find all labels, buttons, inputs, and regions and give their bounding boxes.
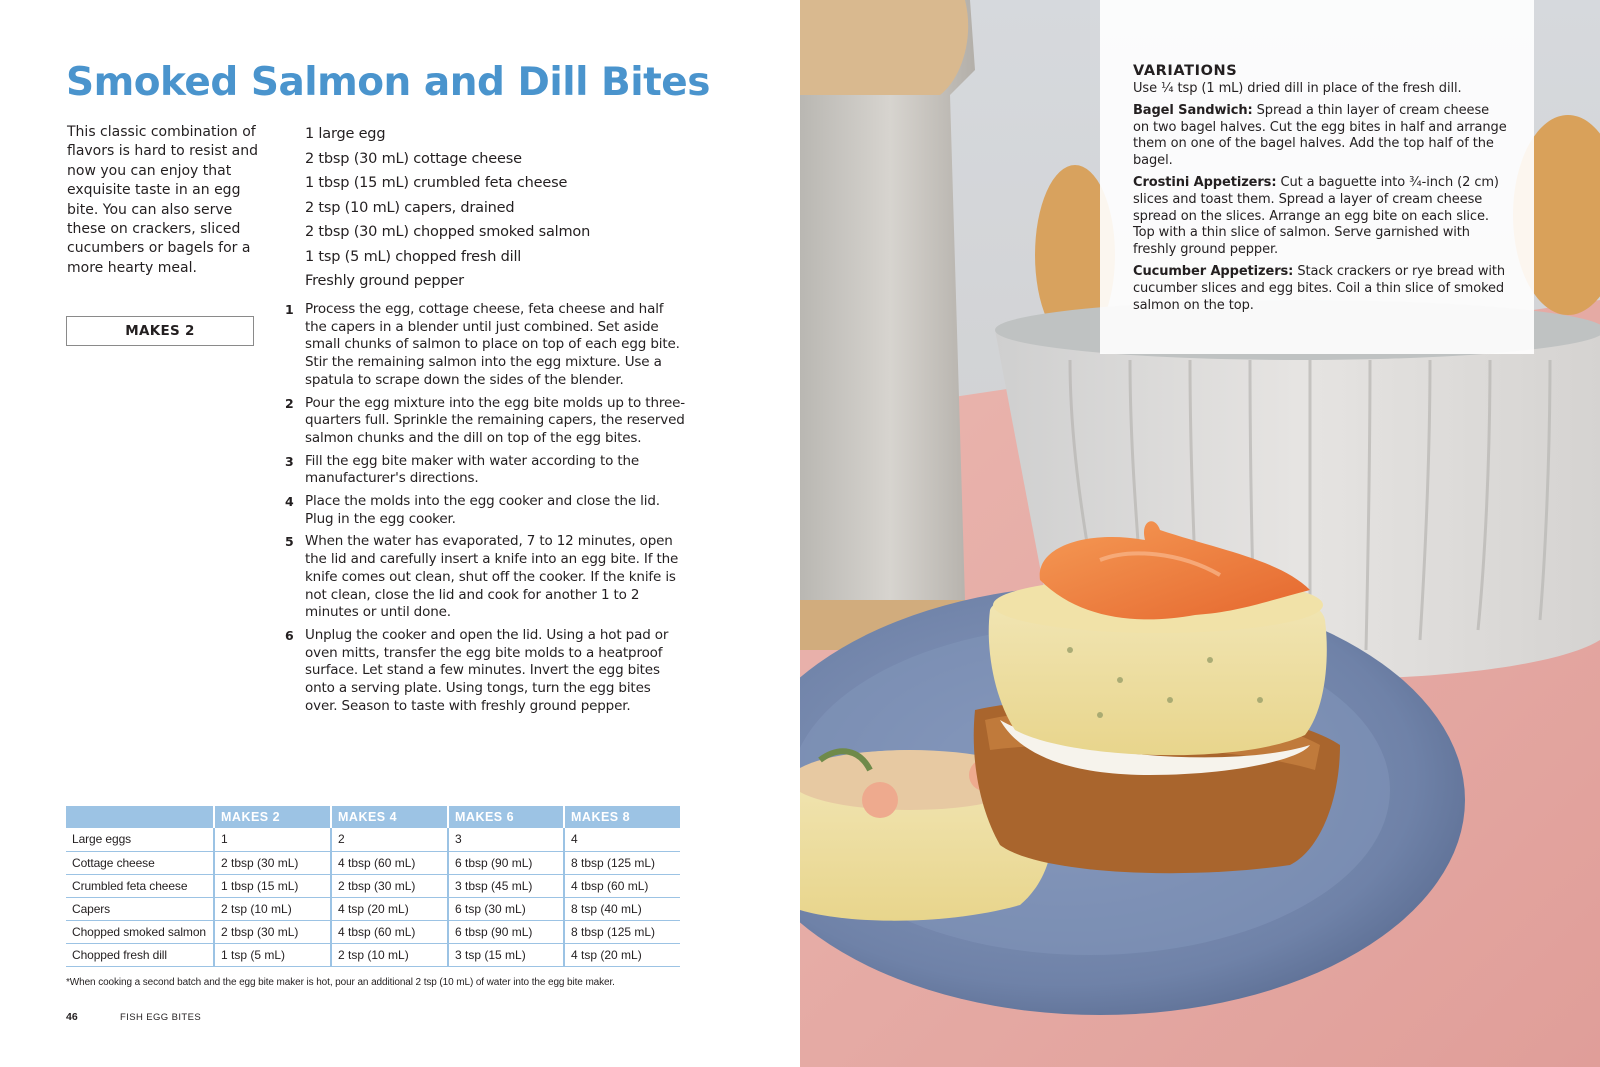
- variations-heading: VARIATIONS: [1133, 63, 1238, 79]
- table-cell: Large eggs: [66, 828, 214, 851]
- table-cell: Chopped fresh dill: [66, 943, 214, 966]
- page-number: 46: [66, 1011, 78, 1023]
- table-cell: 6 tsp (30 mL): [448, 897, 564, 920]
- step-text: When the water has evaporated, 7 to 12 minutes, open the lid and carefully insert a knife into an egg bite. If the knife comes out clean, shut off the cooker. If the knife is not clean, close the lid and cook for another 1 to 2 minutes or until done.: [305, 533, 679, 621]
- step-text: Pour the egg mixture into the egg bite molds up to three-quarters full. Sprinkle the remaining capers, the reserved salmon chunks and the dill on top of the egg bites.: [305, 394, 685, 446]
- table-cell: Cottage cheese: [66, 851, 214, 874]
- ingredient-item: Freshly ground pepper: [305, 273, 464, 289]
- table-header-cell: MAKES 8: [564, 806, 680, 828]
- variation-item: [1133, 264, 1508, 314]
- method-step: [285, 395, 685, 448]
- table-cell: 2 tbsp (30 mL): [214, 851, 331, 874]
- table-cell: 4 tsp (20 mL): [331, 897, 448, 920]
- variation-item: [1133, 175, 1508, 259]
- ingredient-item: 2 tbsp (30 mL) cottage cheese: [305, 150, 522, 167]
- table-cell: 3 tsp (15 mL): [448, 943, 564, 966]
- ingredient-item: 1 large egg: [305, 126, 386, 142]
- table-header-row: [66, 806, 680, 828]
- table-cell: 3 tbsp (45 mL): [448, 874, 564, 897]
- ingredient-list: [305, 122, 590, 294]
- table-cell: 1: [214, 828, 331, 851]
- step-number: 1: [285, 302, 294, 317]
- table-row: [66, 851, 680, 874]
- variation-title: Cucumber Appetizers:: [1133, 263, 1294, 279]
- table-cell: 2 tbsp (30 mL): [214, 920, 331, 943]
- table-header-cell: MAKES 4: [331, 806, 448, 828]
- ingredient-item: 2 tsp (10 mL) capers, drained: [305, 199, 515, 216]
- variation-text: Spread a thin layer of cream cheese on two bagel halves. Cut the egg bites in half and arrange them on one of the bagel halves. Add the top half of the bagel.: [1133, 102, 1507, 169]
- table-cell: 6 tbsp (90 mL): [448, 920, 564, 943]
- table-cell: Chopped smoked salmon: [66, 920, 214, 943]
- table-cell: 4 tbsp (60 mL): [564, 874, 680, 897]
- table-row: [66, 874, 680, 897]
- table-cell: 8 tbsp (125 mL): [564, 851, 680, 874]
- table-cell: Crumbled feta cheese: [66, 874, 214, 897]
- table-cell: 2: [331, 828, 448, 851]
- step-text: Place the molds into the egg cooker and close the lid. Plug in the egg cooker.: [305, 493, 660, 527]
- method-step: [285, 301, 685, 390]
- table-cell: 8 tbsp (125 mL): [564, 920, 680, 943]
- table-header-cell: MAKES 2: [214, 806, 331, 828]
- step-number: 4: [285, 494, 294, 510]
- table-cell: 4: [564, 828, 680, 851]
- step-text: Fill the egg bite maker with water according to the manufacturer's directions.: [305, 452, 640, 487]
- table-cell: 8 tsp (40 mL): [564, 897, 680, 920]
- table-cell: 6 tbsp (90 mL): [448, 851, 564, 874]
- batch-quantity-table: [66, 806, 680, 967]
- table-cell: 4 tbsp (60 mL): [331, 851, 448, 874]
- table-cell: 3: [448, 828, 564, 851]
- table-cell: 1 tbsp (15 mL): [214, 874, 331, 897]
- step-text: Unplug the cooker and open the lid. Using a hot pad or oven mitts, transfer the egg bite molds to a heatproof surface. Let stand a few minutes. Invert the egg bites onto a serving plate. Using tongs, turn the egg bites over. Season to taste with freshly ground pepper.: [305, 626, 669, 714]
- table-cell: 1 tsp (5 mL): [214, 943, 331, 966]
- table-cell: 4 tsp (20 mL): [564, 943, 680, 966]
- variation-item: [1133, 103, 1508, 170]
- table-row: [66, 943, 680, 966]
- method-steps: [285, 301, 685, 720]
- table-cell: 2 tbsp (30 mL): [331, 874, 448, 897]
- ingredient-item: 1 tsp (5 mL) chopped fresh dill: [305, 248, 522, 265]
- step-number: 3: [285, 453, 294, 469]
- yield-label: MAKES 2: [125, 323, 195, 339]
- table-row: [66, 920, 680, 943]
- ingredient-item: 2 tbsp (30 mL) chopped smoked salmon: [305, 224, 591, 240]
- table-row: [66, 897, 680, 920]
- step-text: Process the egg, cottage cheese, feta cheese and half the capers in a blender until just combined. Set aside small chunks of salmon to place on top of each egg bite. Stir the remaining salmon into the egg mixture. Use a spatula to scrape down the sides of the blender.: [305, 301, 680, 388]
- table-header-cell: [66, 806, 214, 828]
- table-cell: 2 tsp (10 mL): [214, 897, 331, 920]
- variation-text: Cut a baguette into ¾-inch (2 cm) slices and toast them. Spread a layer of cream cheese spread on the slices. Arrange an egg bite on each slice. Top with a thin slice of salmon. Serve garnished with freshly ground pepper.: [1133, 174, 1499, 258]
- table-header-cell: MAKES 6: [448, 806, 564, 828]
- method-step: [285, 533, 685, 622]
- method-step: [285, 627, 685, 716]
- variations-sidebar: [1100, 0, 1534, 354]
- variation-title: Bagel Sandwich:: [1133, 102, 1253, 118]
- table-cell: 2 tsp (10 mL): [331, 943, 448, 966]
- ingredient-item: 1 tbsp (15 mL) crumbled feta cheese: [305, 175, 568, 191]
- method-step: [285, 493, 685, 528]
- table-footnote: *When cooking a second batch and the egg bite maker is hot, pour an additional 2 tsp (10 mL) of water into the egg bite maker.: [66, 977, 615, 988]
- running-head: FISH EGG BITES: [120, 1012, 202, 1023]
- yield-box: [66, 316, 254, 346]
- variation-text: Stack crackers or rye bread with cucumber slices and egg bites. Coil a thin slice of smoked salmon on the top.: [1133, 263, 1505, 313]
- method-step: [285, 453, 685, 488]
- table-cell: Capers: [66, 897, 214, 920]
- step-number: 5: [285, 534, 294, 550]
- table-row: [66, 828, 680, 851]
- recipe-title: Smoked Salmon and Dill Bites: [66, 60, 710, 105]
- variations-intro: Use ¼ tsp (1 mL) dried dill in place of the fresh dill.: [1133, 81, 1462, 96]
- variation-title: Crostini Appetizers:: [1133, 174, 1277, 190]
- step-number: 6: [285, 627, 294, 643]
- step-number: 2: [285, 395, 294, 411]
- table-cell: 4 tbsp (60 mL): [331, 920, 448, 943]
- recipe-intro: This classic combination of flavors is hard to resist and now you can enjoy that exquisite taste in an egg bite. You can also serve these on crackers, sliced cucumbers or bagels for a more hearty meal.: [67, 124, 259, 276]
